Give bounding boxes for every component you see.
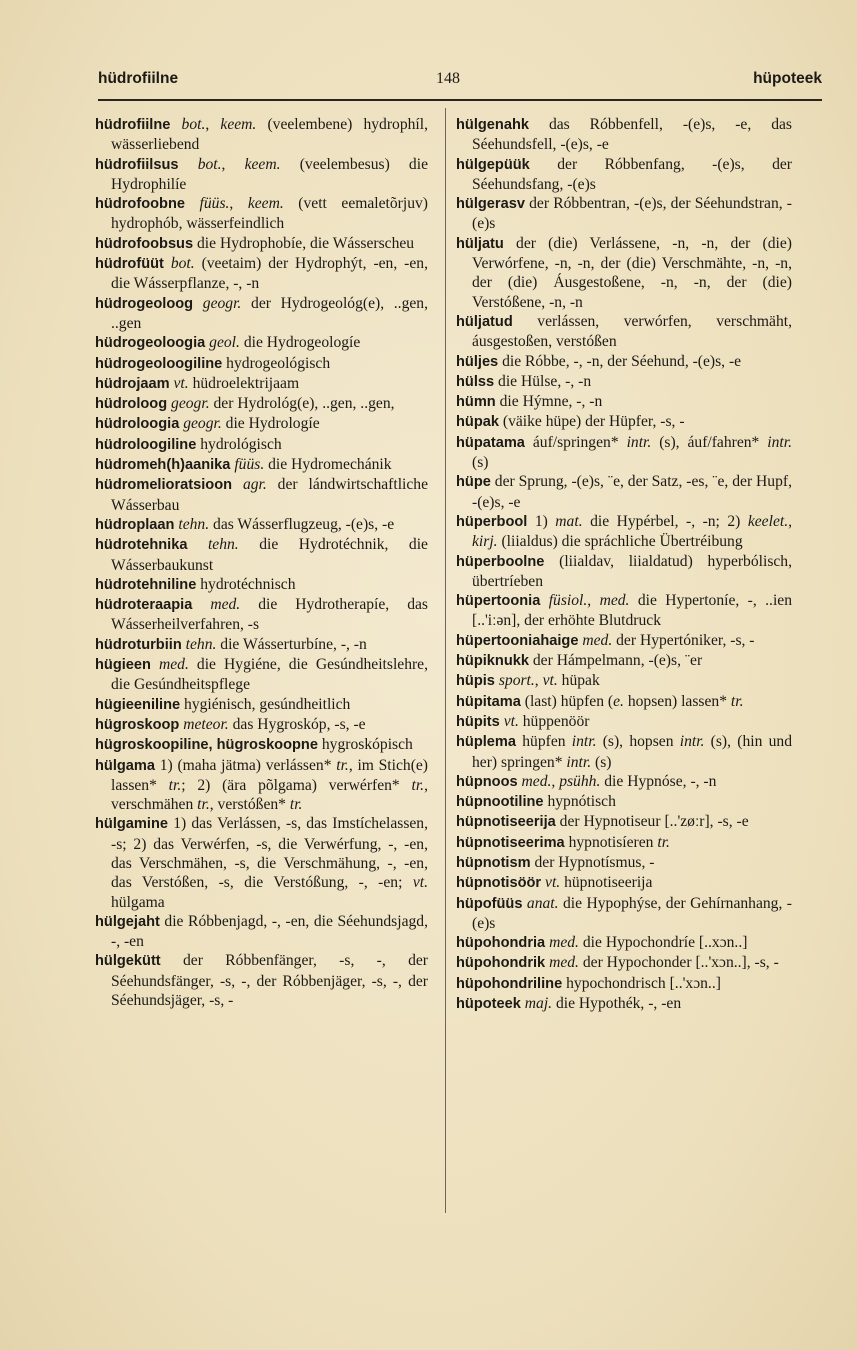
entry-label: med. — [549, 954, 579, 972]
entry-text: hüppenöör — [518, 712, 590, 730]
entry-label: med., psühh. — [521, 772, 601, 790]
entry-text: die Hydrotéchnik, die Wásserbaukunst — [111, 536, 428, 574]
entry-text: die Hypothék, -, -en — [552, 995, 682, 1013]
dictionary-entry — [95, 814, 428, 911]
dictionary-entry — [456, 433, 792, 473]
entry-text: die Hydromechánik — [264, 456, 392, 474]
entry-text — [193, 295, 203, 312]
entry-label: e. — [613, 692, 624, 710]
entry-headword: hülgama — [95, 757, 156, 774]
page-header — [98, 70, 822, 94]
entry-headword: hüljatud — [456, 313, 513, 330]
dictionary-entry — [95, 575, 428, 595]
dictionary-entry — [456, 115, 792, 155]
column-divider — [445, 108, 446, 1213]
dictionary-entry — [95, 115, 428, 155]
entry-label: keem. — [220, 116, 257, 133]
entry-text: (liialdav, liialdatud) hyperbólisch, übertríeben — [472, 552, 792, 590]
entry-text: die Hydrologíe — [221, 415, 320, 433]
entry-text: , — [229, 195, 248, 213]
entry-label: geogr. — [171, 395, 210, 413]
entry-text: hydrogeológisch — [222, 354, 331, 372]
entry-headword: hülgekütt — [95, 953, 161, 970]
entry-label: vt. — [503, 712, 519, 730]
entry-label: vt. — [412, 874, 428, 892]
left-column — [95, 115, 428, 1010]
entry-text — [187, 536, 208, 553]
entry-headword: hüdrofoobsus — [95, 235, 194, 252]
entry-label: bot. — [170, 255, 195, 273]
entry-headword: hüpohondrik — [456, 955, 546, 972]
dictionary-entry — [95, 595, 428, 635]
entry-text — [170, 116, 181, 133]
entry-label: agr. — [242, 476, 267, 494]
dictionary-entry — [95, 414, 428, 434]
entry-label: tr. — [411, 776, 425, 794]
entry-headword: hüpnotiseerima — [456, 834, 565, 851]
entry-text: (väike hüpe) der Hüpfer, -s, - — [498, 413, 685, 431]
entry-headword: hüpohondria — [456, 935, 546, 952]
dictionary-entry — [95, 535, 428, 575]
entry-text: hypnotisíeren — [564, 833, 658, 851]
dictionary-entry — [456, 994, 792, 1014]
dictionary-entry — [456, 194, 792, 234]
entry-text: hydrológisch — [196, 435, 282, 453]
page-number: 148 — [436, 70, 460, 87]
dictionary-entry — [456, 392, 792, 412]
entry-label: tr. — [197, 796, 210, 814]
entry-label: geogr. — [183, 415, 222, 433]
entry-text: hygiénisch, gesúndheitlich — [180, 695, 351, 713]
entry-headword: hüdrofiilsus — [95, 156, 179, 173]
dictionary-entry — [456, 372, 792, 392]
dictionary-entry — [456, 853, 792, 873]
entry-text — [540, 592, 548, 609]
entry-text: áuf/springen* — [524, 433, 627, 451]
entry-text: hygroskópisch — [317, 736, 413, 754]
entry-label: bot. — [181, 116, 206, 133]
entry-text: die Róbbe, -, -n, der Séehund, -(e)s, -e — [498, 352, 742, 370]
dictionary-entry — [456, 712, 792, 732]
entry-text: die Wásserturbíne, -, -n — [216, 635, 367, 653]
entry-label: tehn. — [207, 536, 239, 554]
entry-text: die Hypnóse, -, -n — [600, 772, 717, 790]
entry-text: 1) (maha jätma) verlássen* — [155, 756, 337, 774]
entry-label: tehn. — [178, 515, 210, 533]
entry-text: die Hypophýse, der Gehírnanhang, -(e)s — [472, 894, 792, 932]
entry-label: intr. — [679, 733, 705, 751]
entry-headword: hüpits — [456, 713, 500, 730]
entry-text: der lándwirtschaftliche Wásserbau — [111, 476, 428, 514]
entry-label: med. — [549, 934, 579, 952]
entry-label: intr. — [566, 753, 592, 771]
entry-text: der Hydrogeológ(e), ..gen, ..gen — [111, 294, 428, 332]
entry-headword: hüpe — [456, 474, 491, 491]
entry-text: hüpak — [557, 672, 600, 690]
entry-text: , — [221, 155, 245, 173]
entry-text: die Hygiéne, die Gesúndheitslehre, die Gesúndheitspflege — [111, 656, 429, 694]
entry-text: (s) — [591, 753, 612, 771]
dictionary-entry — [456, 591, 792, 631]
entry-text: hydrotéchnisch — [196, 575, 296, 593]
entry-text: , verschmähen — [111, 776, 428, 814]
entry-text: der Róbbenfang, -(e)s, der Séehundsfang, -(e)s — [472, 155, 792, 193]
entry-text: hüpfen — [516, 733, 572, 751]
dictionary-entry — [95, 234, 428, 254]
entry-text: 1) — [527, 512, 556, 530]
header-rule — [98, 99, 822, 101]
dictionary-entry — [456, 234, 792, 312]
entry-text — [232, 476, 243, 493]
entry-headword: hüdrofüüt — [95, 256, 164, 273]
entry-headword: hüdrogeoloog — [95, 295, 194, 312]
entry-text: die Hydrophobíe, die Wásserscheu — [193, 234, 415, 252]
dictionary-entry — [456, 651, 792, 671]
entry-text — [151, 656, 159, 673]
entry-text: das Hygroskóp, -s, -e — [228, 715, 366, 733]
entry-headword: hügieeniline — [95, 696, 181, 713]
entry-headword: hüpoteek — [456, 996, 521, 1013]
entry-headword: hüpak — [456, 414, 499, 431]
entry-text: der Hámpelmann, -(e)s, ¨er — [528, 652, 703, 670]
entry-text — [164, 255, 171, 272]
entry-headword: hüpertoonia — [456, 593, 541, 610]
entry-label: mat. — [555, 512, 583, 530]
dictionary-entry — [95, 294, 428, 334]
dictionary-entry — [456, 812, 792, 832]
dictionary-entry — [95, 515, 428, 535]
dictionary-entry — [95, 655, 428, 695]
entry-text: der Hypnotiseur [..'zøːr], -s, -e — [555, 813, 749, 831]
entry-text: (liialdus) die spráchliche Übertréibung — [497, 533, 743, 551]
entry-text: der Hypnotísmus, - — [530, 853, 655, 871]
entry-headword: hüperbool — [456, 513, 528, 530]
dictionary-entry — [95, 333, 428, 353]
entry-headword: hüdromeh(h)aanika — [95, 457, 231, 474]
entry-label: vt. — [542, 672, 558, 690]
entry-label: vt. — [173, 374, 189, 392]
entry-headword: hüdroteraapia — [95, 597, 193, 614]
entry-headword: hüpiknukk — [456, 653, 529, 670]
entry-headword: hümn — [456, 394, 496, 411]
dictionary-entry — [95, 354, 428, 374]
entry-text: (s), hopsen — [596, 733, 680, 751]
dictionary-entry — [456, 792, 792, 812]
entry-headword: hüpnotisöör — [456, 875, 542, 892]
entry-text: hüdroelektrijaam — [188, 374, 300, 392]
entry-text: (last) hüpfen ( — [520, 692, 614, 710]
entry-text — [179, 156, 198, 173]
entry-label: tr. — [657, 833, 670, 851]
entry-text: das Róbbenfell, -(e)s, -e, das Séehundsfell, -(e)s, -e — [472, 116, 792, 154]
dictionary-entry — [456, 772, 792, 792]
entry-text: (veetaim) der Hydrophýt, -en, -en, die Wásserpflanze, -, -n — [111, 255, 428, 293]
entry-text: der Róbbenfänger, -s, -, der Séehundsfänger, -s, -, der Róbbenjäger, -s, -, der Séehundsjäger, -s, - — [111, 952, 428, 1010]
entry-text: , — [587, 592, 600, 610]
entry-label: meteor. — [183, 715, 229, 733]
entry-text: der (die) Verlássene, -n, -n, der (die) Verwórfene, -n, -n, der (die) Verschmähte, -n, -n, der (die) Áusgestoßene, -n, -n, der (die) Verstóßene, -n, -n — [472, 234, 792, 311]
dictionary-entry — [95, 254, 428, 294]
entry-headword: hüdrofoobne — [95, 196, 185, 213]
entry-headword: hülgejaht — [95, 913, 160, 930]
entry-headword: hüdroloog — [95, 396, 168, 413]
entry-headword: hüpatama — [456, 434, 525, 451]
entry-headword: hüdrofiilne — [95, 117, 171, 133]
entry-text: verlássen, verwórfen, verschmäht, áusgestoßen, verstóßen — [472, 312, 792, 351]
entry-text: (s) — [472, 454, 489, 472]
entry-label: vt. — [545, 874, 561, 892]
entry-text: (s), (hin und her) springen* — [472, 733, 792, 771]
entry-label: med. — [159, 656, 189, 674]
entry-text: die Hypertoníe, -, ..ien [..'iːən], der erhöhte Blutdruck — [472, 592, 793, 630]
dictionary-entry — [456, 472, 792, 512]
dictionary-entry — [456, 631, 792, 651]
entry-text: , — [205, 116, 221, 133]
dictionary-entry — [95, 455, 428, 475]
entry-headword: hüljatu — [456, 235, 504, 252]
entry-text: die Hydrotherapíe, das Wásserheilverfahren, -s — [111, 596, 428, 634]
entry-headword: hülgepüük — [456, 156, 530, 173]
entry-label: tehn. — [185, 635, 217, 653]
entry-text: 1) das Verlássen, -s, das Imstíchelassen, -s; 2) das Verwérfen, -s, die Verwérfung, -, -en, das Verschmähen, -s, die Verschmähung, -, -en, das Verstóßen, -s, die Verstóßung, -, -en; — [111, 815, 428, 892]
dictionary-entry — [95, 951, 428, 1010]
entry-label: geol. — [209, 334, 240, 352]
entry-label: keem. — [247, 195, 284, 213]
dictionary-entry — [456, 873, 792, 893]
entry-headword: hüpertooniahaige — [456, 632, 579, 649]
entry-text: die Róbbenjagd, -, -en, die Séehundsjagd, -, -en — [111, 912, 428, 951]
entry-text: (veelembene) hydrophíl, wässerliebend — [111, 116, 428, 154]
entry-label: med. — [210, 596, 241, 614]
entry-text: , verstóßen* — [209, 796, 290, 814]
entry-text: , — [534, 672, 543, 690]
entry-text: hüpnotiseerija — [560, 874, 653, 892]
entry-headword: hülgerasv — [456, 196, 525, 213]
entry-text: die Hydrogeologíe — [239, 334, 361, 352]
entry-headword: hüdrojaam — [95, 375, 170, 392]
entry-headword: hüpitama — [456, 693, 521, 710]
entry-text: der Róbbentran, -(e)s, der Séehundstran, -(e)s — [472, 195, 792, 233]
entry-text: hopsen) lassen* — [623, 692, 731, 710]
entry-headword: hüplema — [456, 734, 517, 751]
dictionary-entry — [456, 312, 792, 352]
entry-headword: hüpis — [456, 673, 495, 690]
dictionary-entry — [95, 695, 428, 715]
dictionary-entry — [95, 756, 428, 815]
entry-text: (s), áuf/fahren* — [651, 433, 768, 451]
entry-headword: hülgamine — [95, 816, 168, 833]
entry-headword: hüdroloogia — [95, 416, 180, 433]
entry-headword: hülgenahk — [456, 117, 529, 133]
dictionary-entry — [95, 194, 428, 234]
entry-label: tr. — [730, 692, 744, 710]
dictionary-entry — [456, 155, 792, 195]
dictionary-entry — [456, 974, 792, 994]
entry-headword: hüpnotism — [456, 854, 531, 871]
dictionary-entry — [456, 692, 792, 712]
entry-headword: hügroskoopiline, hügroskoopne — [95, 737, 318, 754]
dictionary-entry — [456, 512, 792, 552]
dictionary-entry — [95, 912, 428, 952]
dictionary-entry — [95, 155, 428, 195]
entry-label: med. — [582, 631, 613, 649]
dictionary-entry — [456, 552, 792, 592]
entry-text: hypnótisch — [543, 793, 616, 811]
dictionary-entry — [456, 671, 792, 691]
entry-headword: hüdrogeoloogiline — [95, 355, 223, 372]
dictionary-entry — [456, 953, 792, 973]
entry-label: maj. — [524, 995, 553, 1013]
entry-label: geogr. — [202, 294, 242, 312]
entry-label: intr. — [767, 433, 792, 451]
entry-label: füüs. — [234, 456, 265, 474]
dictionary-entry — [456, 412, 792, 432]
entry-headword: hüpohondriline — [456, 975, 563, 992]
entry-text: (vett eemaletõrjuv) hydrophób, wässerfeindlich — [111, 195, 428, 233]
entry-headword: hügieen — [95, 657, 151, 674]
entry-label: keelet., kirj. — [472, 512, 792, 551]
entry-text: die Hypérbel, -, -n; 2) — [582, 512, 748, 530]
entry-headword: hüdrogeoloogia — [95, 335, 206, 352]
entry-label: tr. — [336, 756, 349, 774]
dictionary-entry — [95, 635, 428, 655]
entry-label: anat. — [526, 894, 559, 912]
dictionary-entry — [456, 833, 792, 853]
entry-headword: hüljes — [456, 353, 499, 370]
entry-headword: hüpnootiline — [456, 794, 544, 811]
entry-headword: hüdroplaan — [95, 516, 175, 533]
dictionary-entry — [95, 374, 428, 394]
entry-text — [185, 195, 200, 212]
entry-text: (veelembesus) die Hydrophilíe — [111, 155, 428, 193]
entry-text: der Hypochonder [..'xɔn..], -s, - — [578, 954, 779, 972]
entry-headword: hüdroloogiline — [95, 436, 197, 453]
entry-text: das Wásserflugzeug, -(e)s, -e — [209, 515, 395, 533]
entry-text: hypochondrisch [..'xɔn..] — [562, 974, 721, 992]
entry-headword: hüpnotiseerija — [456, 814, 556, 831]
entry-label: tr. — [289, 796, 303, 814]
entry-text: hülgama — [111, 893, 165, 911]
right-column — [456, 115, 792, 1014]
entry-label: intr. — [571, 733, 597, 751]
entry-label: bot. — [197, 155, 222, 173]
entry-label: tr. — [168, 776, 182, 794]
dictionary-entry — [95, 435, 428, 455]
entry-label: med. — [599, 592, 630, 610]
dictionary-entry — [95, 475, 428, 515]
dictionary-entry — [95, 735, 428, 755]
entry-text — [192, 596, 210, 613]
entry-label: sport. — [498, 672, 535, 690]
entry-label: füsiol. — [548, 592, 588, 610]
entry-text: der Sprung, -(e)s, ¨e, der Satz, -es, ¨e, der Hupf, -(e)s, -e — [472, 473, 792, 511]
entry-headword: hügroskoop — [95, 716, 180, 733]
entry-label: füüs. — [199, 195, 230, 213]
entry-text: die Hülse, -, -n — [494, 372, 592, 390]
entry-label: keem. — [244, 155, 281, 173]
entry-headword: hüpofüüs — [456, 895, 523, 912]
entry-label: intr. — [626, 433, 652, 451]
entry-text: die Hýmne, -, -n — [495, 393, 603, 411]
entry-headword: hüdromelioratsioon — [95, 477, 233, 494]
dictionary-entry — [456, 933, 792, 953]
dictionary-entry — [95, 715, 428, 735]
entry-headword: hüdroturbiin — [95, 636, 182, 653]
entry-headword: hülss — [456, 373, 495, 390]
header-last-word: hüpoteek — [753, 70, 822, 87]
entry-headword: hüpnoos — [456, 773, 518, 790]
entry-text: ; 2) (ära põlgama) verwérfen* — [181, 776, 412, 794]
entry-text: der Hypertóniker, -s, - — [612, 631, 755, 649]
entry-text: die Hypochondríe [..xɔn..] — [578, 934, 748, 952]
entry-headword: hüdrotehniline — [95, 576, 197, 593]
entry-text: der Hydrológ(e), ..gen, ..gen, — [209, 395, 395, 413]
dictionary-entry — [456, 894, 792, 934]
dictionary-entry — [456, 732, 792, 772]
dictionary-entry — [95, 394, 428, 414]
entry-headword: hüperboolne — [456, 553, 545, 570]
entry-headword: hüdrotehnika — [95, 537, 188, 554]
entry-text: , im Stich(e) lassen* — [111, 756, 428, 794]
header-first-word: hüdrofiilne — [98, 70, 179, 87]
dictionary-entry — [456, 352, 792, 372]
